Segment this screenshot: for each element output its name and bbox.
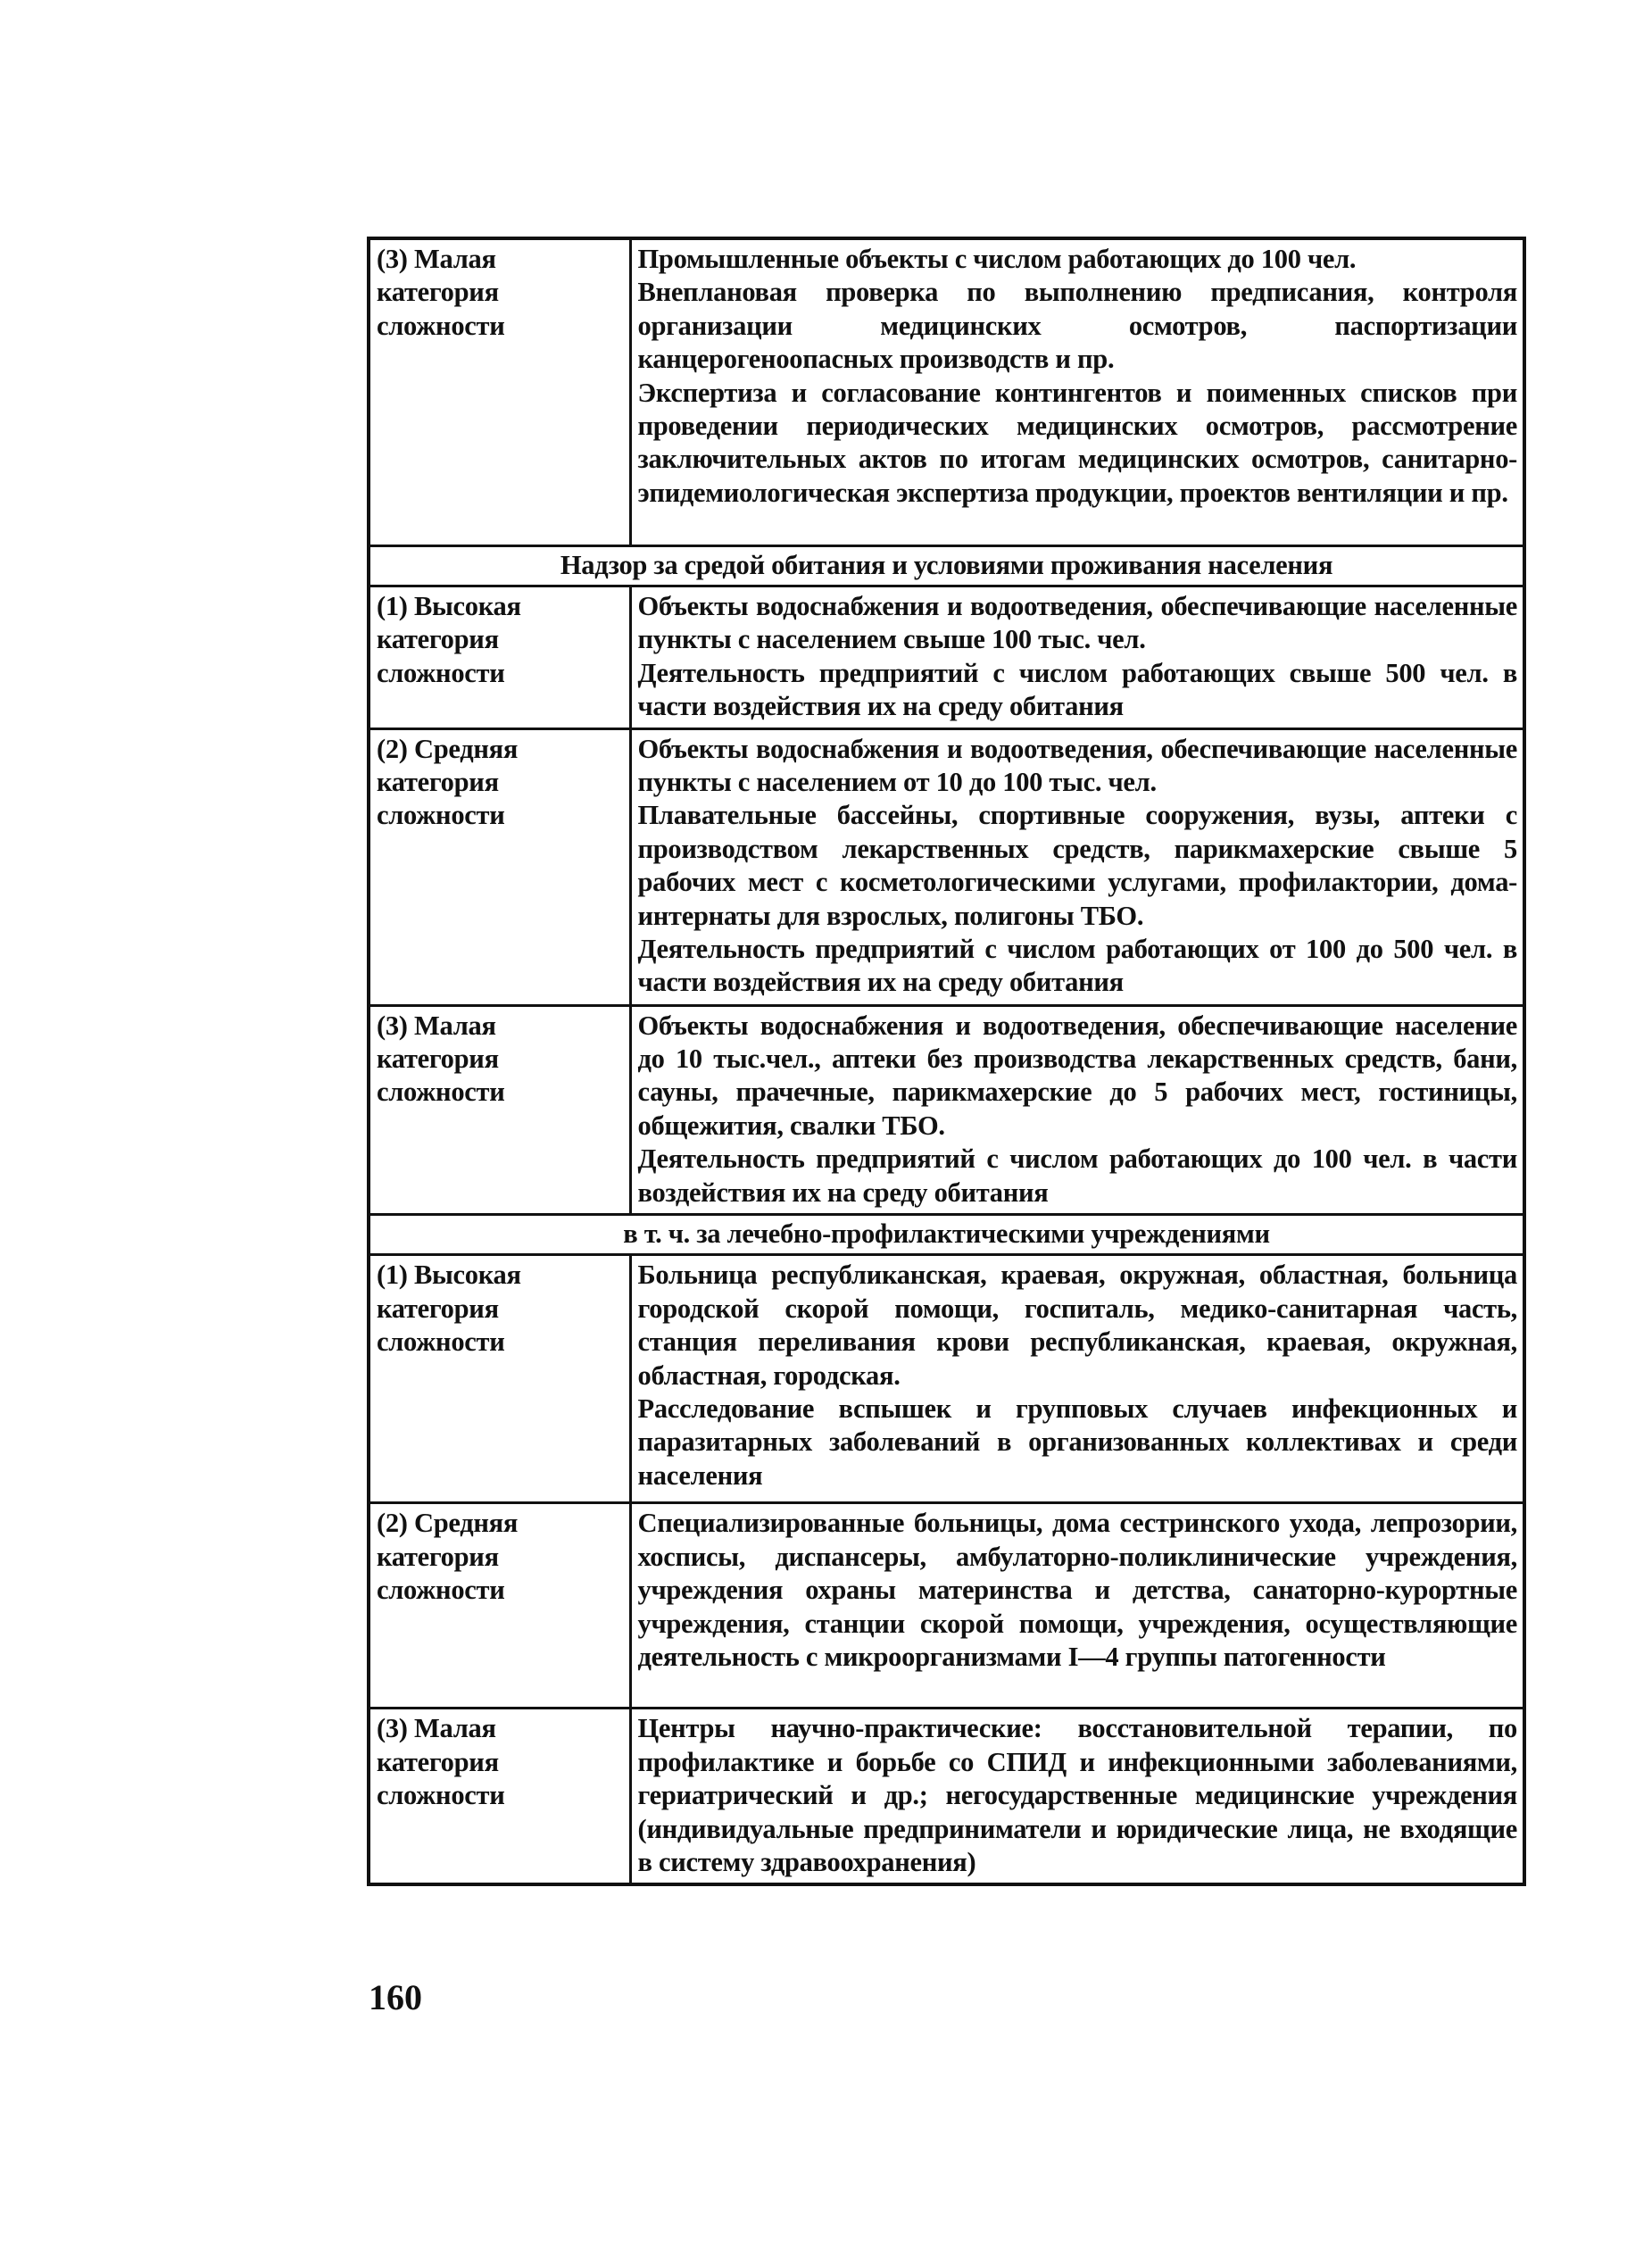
section-row [369, 1214, 1524, 1254]
description-paragraph: Плавательные бассейны, спортивные сооружения, вузы, аптеки с производством лекарственных средств, парикмахерские свыше 5 рабочих мест с косметологическими услугами, профилактории, дома-интернаты для взрослых, полигоны ТБО. [637, 800, 1517, 931]
category-label: (1) Высокая категория сложности [377, 590, 521, 688]
category-cell [369, 1255, 630, 1503]
description-cell [630, 238, 1524, 545]
complexity-table [367, 237, 1526, 1886]
description-paragraph: Больница республиканская, краевая, окружная, областная, больница городской скорой помощи, госпиталь, медико-санитарная часть, станция переливания крови республиканская, краевая, окружная, областная, городская. [637, 1260, 1517, 1391]
description-paragraph: Деятельность предприятий с числом работающих от 100 до 500 чел. в части воздействия их на среду обитания [637, 933, 1517, 998]
table-row [369, 1005, 1524, 1214]
description-paragraph: Внеплановая проверка по выполнению предписания, контроля организации медицинских осмотров, паспортизации канцерогеноопасных производств и пр. [637, 277, 1517, 375]
category-label: (3) Малая категория сложности [377, 1010, 505, 1108]
description-cell [630, 1005, 1524, 1214]
description-paragraph: Объекты водоснабжения и водоотведения, обеспечивающие населенные пункты с населением свыше 100 тыс. чел. [637, 590, 1517, 655]
category-cell [369, 238, 630, 545]
section-row [369, 545, 1524, 586]
section-heading-environment: Надзор за средой обитания и условиями проживания населения [369, 545, 1524, 586]
category-label: (2) Средняя категория сложности [377, 733, 519, 831]
category-cell [369, 1709, 630, 1885]
description-cell [630, 586, 1524, 728]
description-cell [630, 1255, 1524, 1503]
description-cell [630, 1709, 1524, 1885]
description-paragraph: Деятельность предприятий с числом работающих до 100 чел. в части воздействия их на среду обитания [637, 1143, 1517, 1208]
category-cell [369, 728, 630, 1005]
category-cell [369, 1005, 630, 1214]
table-row [369, 1255, 1524, 1503]
description-paragraph: Объекты водоснабжения и водоотведения, обеспечивающие население до 10 тыс.чел., аптеки без производства лекарственных средств, бани, сауны, прачечные, парикмахерские до 5 рабочих мест, гостиницы, общежития, свалки ТБО. [637, 1010, 1517, 1141]
description-paragraph: Специализированные больницы, дома сестринского ухода, лепрозории, хосписы, диспансеры, амбулаторно-поликлинические учреждения, учреждения охраны материнства и детства, санаторно-курортные учреждения, станции скорой помощи, учреждения, осуществляющие деятельность с микроорганизмами I—4 группы патогенности [637, 1508, 1517, 1672]
description-cell [630, 1503, 1524, 1709]
description-paragraph: Экспертиза и согласование контингентов и поименных списков при проведении периодических медицинских осмотров, рассмотрение заключительных актов по итогам медицинских осмотров, санитарно-эпидемиологическая экспертиза продукции, проектов вентиляции и пр. [637, 377, 1517, 508]
category-label: (3) Малая категория сложности [377, 244, 505, 341]
description-paragraph: Расследование вспышек и групповых случаев инфекционных и паразитарных заболеваний в организованных коллективах и среди населения [637, 1393, 1517, 1491]
description-paragraph: Деятельность предприятий с числом работающих свыше 500 чел. в части воздействия их на среду обитания [637, 657, 1517, 722]
category-label: (1) Высокая категория сложности [377, 1260, 521, 1358]
section-heading-medical: в т. ч. за лечебно-профилактическими учреждениями [369, 1214, 1524, 1254]
category-cell [369, 586, 630, 728]
table-row [369, 1709, 1524, 1885]
page-number: 160 [369, 1977, 422, 2017]
category-cell [369, 1503, 630, 1709]
category-label: (3) Малая категория сложности [377, 1713, 505, 1811]
description-paragraph: Объекты водоснабжения и водоотведения, обеспечивающие населенные пункты с населением от 10 до 100 тыс. чел. [637, 733, 1517, 797]
description-paragraph: Промышленные объекты с числом работающих до 100 чел. [637, 244, 1357, 274]
table-row [369, 238, 1524, 545]
table-row [369, 728, 1524, 1005]
category-label: (2) Средняя категория сложности [377, 1508, 519, 1606]
description-cell [630, 728, 1524, 1005]
description-paragraph: Центры научно-практические: восстановительной терапии, по профилактике и борьбе со СПИД и инфекционными заболеваниями, гериатрический и др.; негосударственные медицинские учреждения (индивидуальные предприниматели и юридические лица, не входящие в систему здравоохранения) [637, 1713, 1517, 1877]
table-row [369, 1503, 1524, 1709]
table-row [369, 586, 1524, 728]
